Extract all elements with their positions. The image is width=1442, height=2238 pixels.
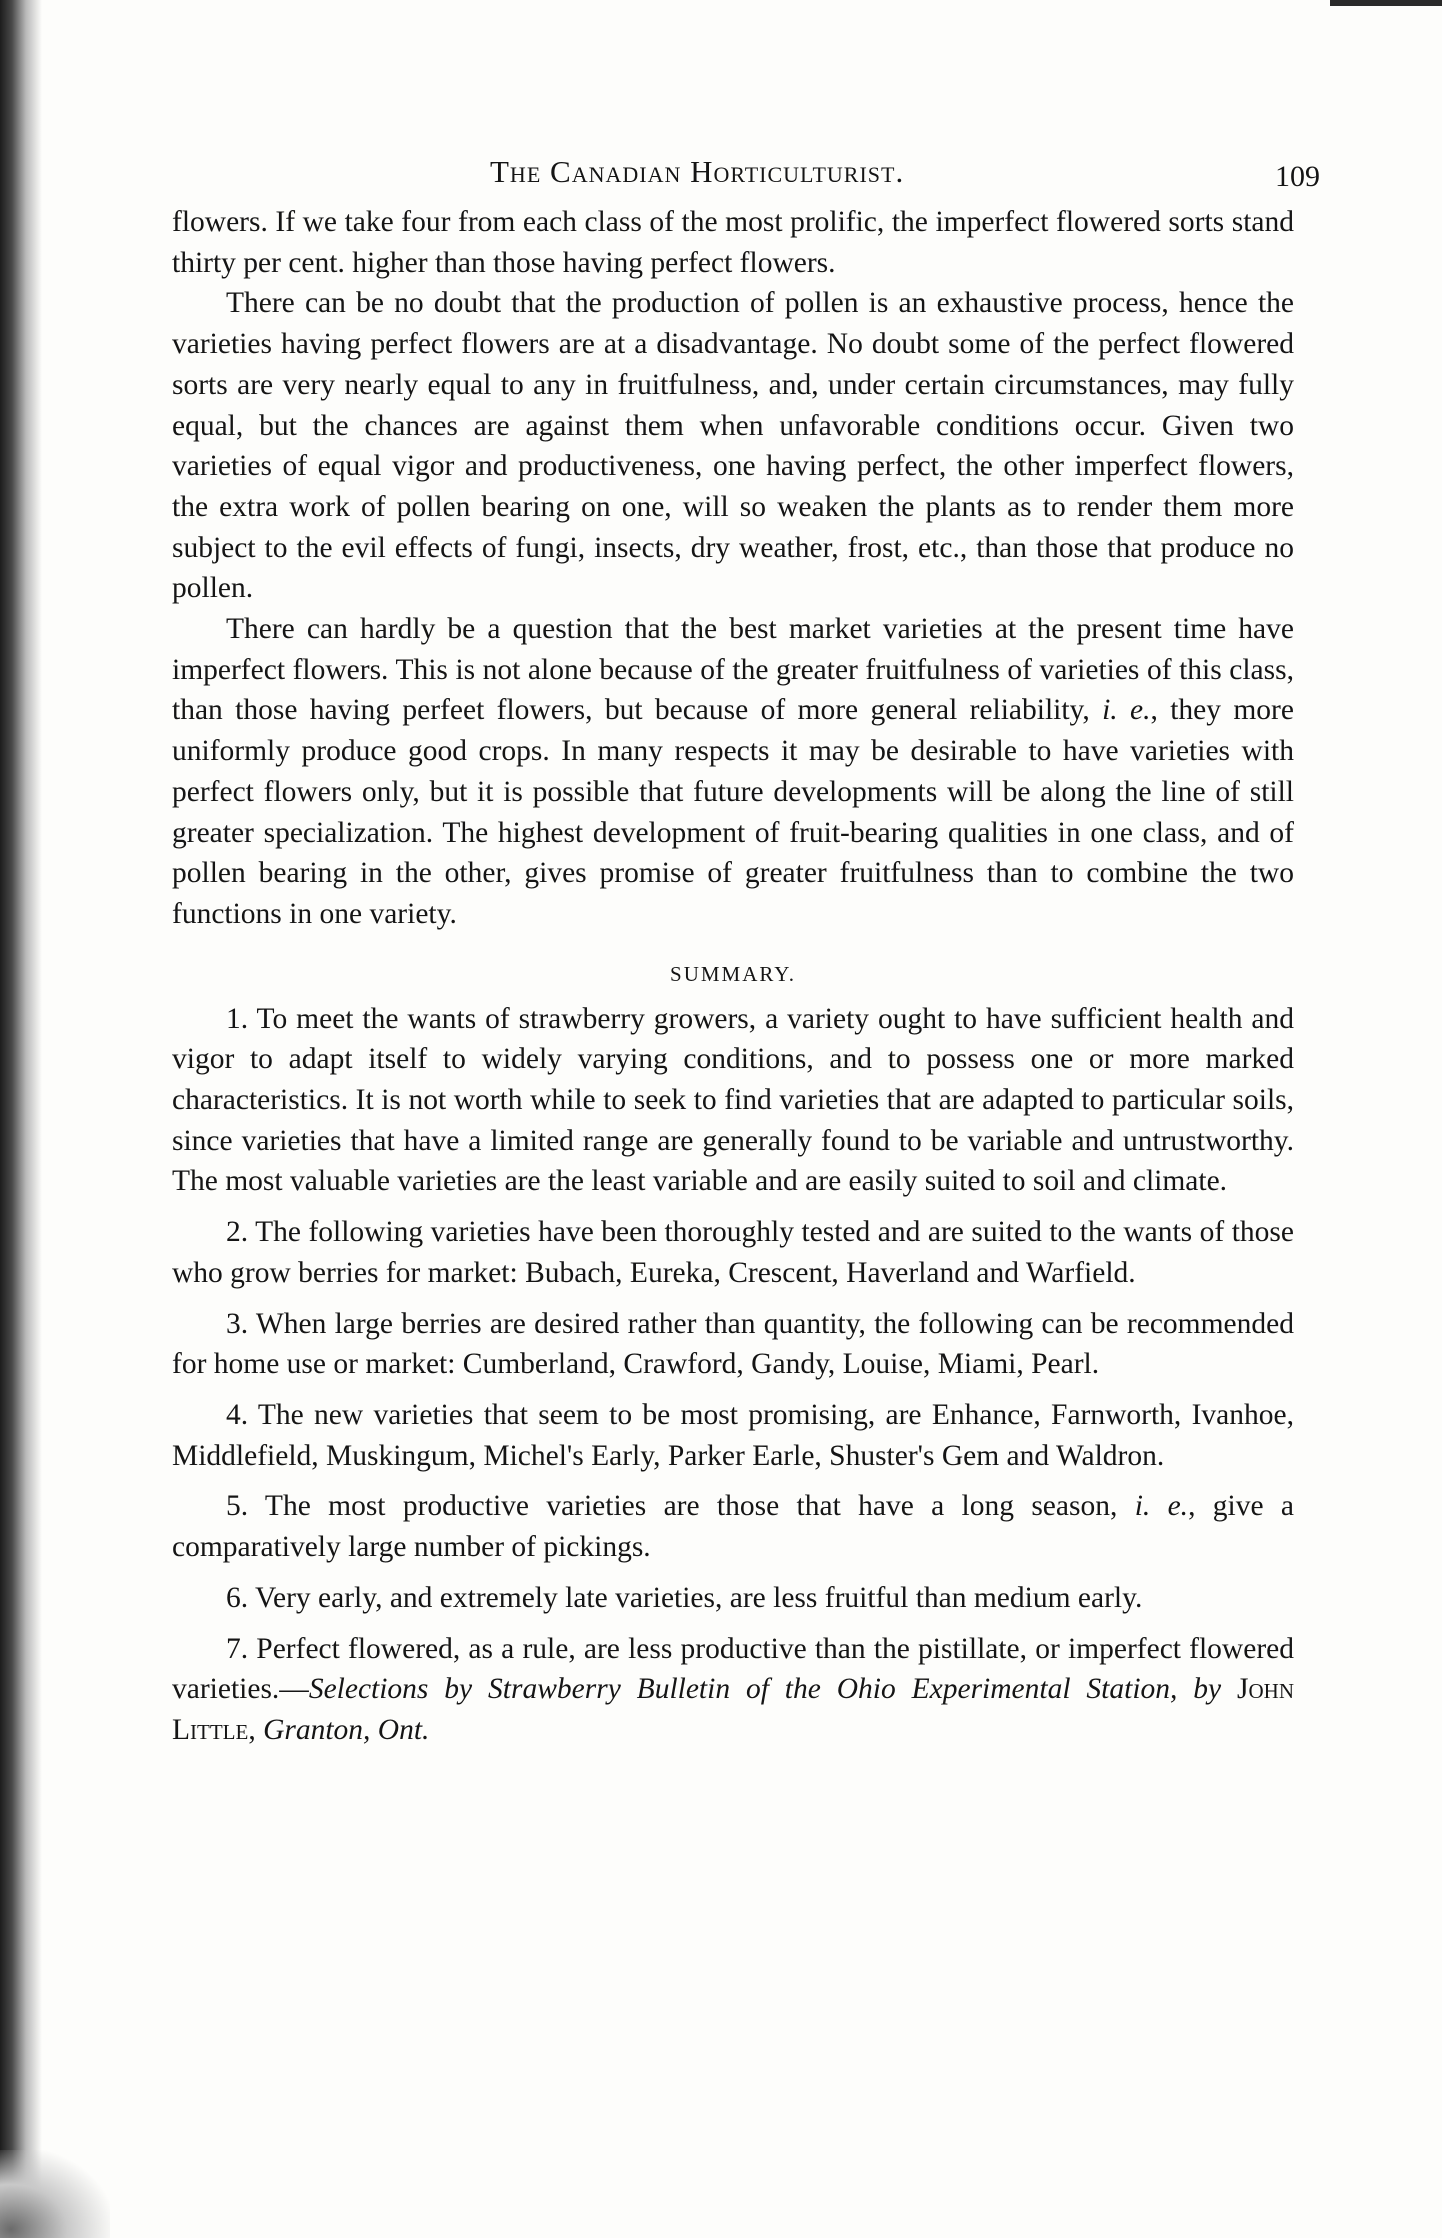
summary-heading: SUMMARY.: [670, 961, 796, 986]
paragraph-text: , they more uniformly produce good crops. In many respects it may be desirable to have varieties with perfect flowers only, but it is possible that future developments will be along the line of still greater specialization. The highest development of fruit-bearing qualities in one class, and of pollen bearing in the other, gives promise of greater fruitfulness than to combine the two functions in one variety.: [172, 694, 1294, 930]
paragraph-market-varieties: [172, 609, 1294, 935]
author-name: John Little,: [172, 1673, 1294, 1746]
summary-item-6: 6. Very early, and extremely late varieties, are less fruitful than medium early.: [226, 1581, 1143, 1614]
italic-abbreviation: i. e.: [1102, 694, 1151, 727]
running-title: The Canadian Horticulturist.: [490, 154, 905, 189]
article-body: [172, 202, 1294, 1761]
italic-abbreviation: i. e.: [1134, 1490, 1189, 1523]
page-header: [170, 150, 1320, 200]
paragraph-continued: flowers. If we take four from each class of the most prolific, the imperfect flowered sorts stand thirty per cent. higher than those having perfect flowers.: [172, 206, 1294, 279]
summary-item-2: 2. The following varieties have been thoroughly tested and are suited to the wants of those who grow berries for market: Bubach, Eureka, Crescent, Haverland and Warfield.: [172, 1216, 1294, 1289]
scan-top-mark: [1330, 0, 1442, 6]
summary-item-1: 1. To meet the wants of strawberry growers, a variety ought to have sufficient health and vigor to adapt itself to widely varying conditions, and to possess one or more marked characteristics. It is not worth while to seek to find varieties that are adapted to particular soils, since varieties that have a limited range are generally found to be variable and untrustworthy. The most valuable varieties are the least variable and are easily suited to soil and climate.: [172, 1002, 1294, 1198]
paragraph-text: There can hardly be a question that the best market varieties at the present time have imperfect flowers. This is not alone because of the greater fruitfulness of varieties of this class, than those having perfeet flowers, but because of more general reliability,: [172, 613, 1294, 727]
summary-text: , give a comparatively large number of pickings.: [172, 1490, 1294, 1564]
summary-item-3: 3. When large berries are desired rather than quantity, the following can be recommended for home use or market: Cumberland, Crawford, Gandy, Louise, Miami, Pearl.: [172, 1307, 1294, 1381]
summary-text: 7. Perfect flowered, as a rule, are less productive than the pistillate, or imperfect flowered varieties.—: [172, 1632, 1294, 1706]
summary-item-7: [172, 1629, 1294, 1751]
scan-binding-edge: [0, 0, 42, 2238]
summary-item-5: [172, 1486, 1294, 1567]
scan-corner-smudge: [0, 2150, 110, 2238]
summary-text: 5. The most productive varieties are those that have a long season,: [226, 1490, 1135, 1523]
author-location: Granton, Ont.: [263, 1713, 430, 1746]
paragraph-pollen: There can be no doubt that the production of pollen is an exhaustive process, hence the varieties having perfect flowers are at a disadvantage. No doubt some of the perfect flowered sorts are very nearly equal to any in fruitfulness, and, under certain circumstances, may fully equal, but the chances are against them when unfavorable conditions occur. Given two varieties of equal vigor and productiveness, one having perfect, the other imperfect flowers, the extra work of pollen bearing on one, will so weaken the plants as to render them more subject to the evil effects of fungi, insects, dry weather, frost, etc., than those that produce no pollen.: [172, 287, 1294, 605]
summary-item-4: 4. The new varieties that seem to be most promising, are Enhance, Farnworth, Ivanhoe, Middlefield, Muskingum, Michel's Early, Parker Earle, Shuster's Gem and Waldron.: [172, 1398, 1294, 1472]
page-number: 109: [1275, 160, 1320, 193]
source-citation: Selections by Strawberry Bulletin of the Ohio Experimental Station, by: [308, 1673, 1222, 1706]
